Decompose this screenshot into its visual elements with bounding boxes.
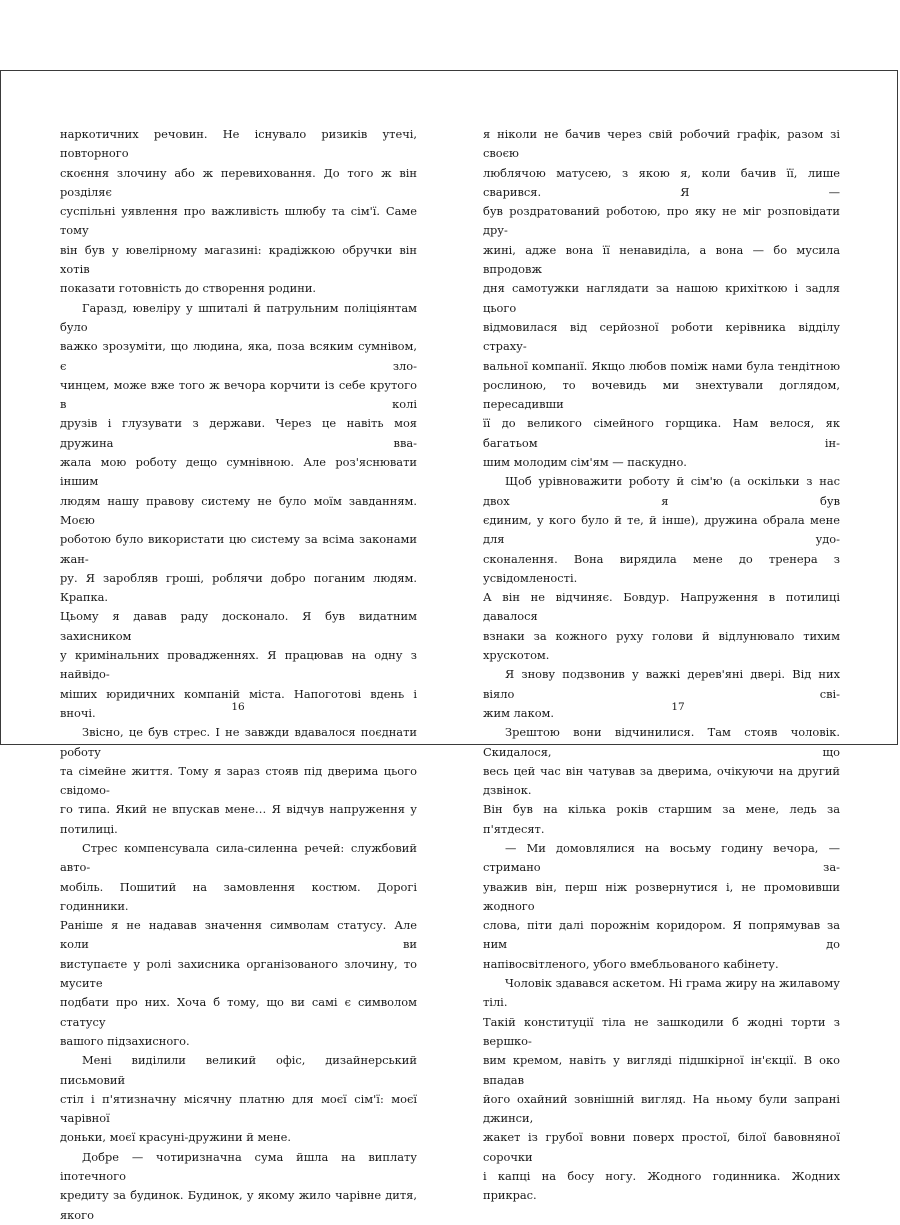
text-line: Мені виділили великий офіс, дизайнерський письмовий xyxy=(60,1053,417,1087)
text-line: Я знову подзвонив у важкі дерев'яні двері. Від них віяло сві- xyxy=(483,667,840,701)
text-line: доньки, моєї красуні-дружини й мене. xyxy=(60,1130,291,1145)
text-line: показати готовність до створення родини. xyxy=(60,281,317,296)
text-line: був роздратований роботою, про яку не міг розповідати дру- xyxy=(483,204,840,238)
text-line: Такій конституції тіла не зашкодили б жодні торти з вершко- xyxy=(483,1014,840,1048)
text-line: скоєння злочину або ж перевиховання. До того ж він розділяє xyxy=(60,165,417,199)
text-line: жим лаком. xyxy=(483,705,555,720)
text-line: Цьому я давав раду досконало. Я був видатним захисником xyxy=(60,609,417,643)
text-line: Він був на кілька років старшим за мене, ледь за п'ятдесят. xyxy=(483,802,840,836)
text-line: кредиту за будинок. Будинок, у якому жило чарівне дитя, якого xyxy=(60,1188,417,1222)
text-line: та сімейне життя. Тому я зараз стояв під дверима цього свідомо- xyxy=(60,763,417,798)
text-line: подбати про них. Хоча б тому, що ви самі є символом статусу xyxy=(60,995,417,1029)
text-line: взнаки за кожного руху голови й відлунювало тихим хрускотом. xyxy=(483,628,840,663)
text-line: сконалення. Вона вирядила мене до тренера з усвідомленості. xyxy=(483,551,840,585)
text-line: міших юридичних компаній міста. Напоготові вдень і вночі. xyxy=(60,686,417,720)
text-line: виступаєте у ролі захисника організованого злочину, то мусите xyxy=(60,956,417,991)
text-line: Раніше я не надавав значення символам статусу. Але коли ви xyxy=(60,918,417,952)
text-line: мобіль. Пошитий на замовлення костюм. Дорогі годинники. xyxy=(60,879,417,913)
text-line: жині, адже вона її ненавиділа, а вона — бо мусила впродовж xyxy=(483,242,840,277)
text-line: весь цей час він чатував за дверима, очікуючи на другий дзвінок. xyxy=(483,763,840,798)
text-line: друзів і глузувати з держави. Через це навіть моя дружина вва- xyxy=(60,416,417,450)
text-line: стіл і п'ятизначну місячну платню для моєї сім'ї: моєї чарівної xyxy=(60,1091,417,1126)
text-line: єдиним, у кого було й те, й інше), дружина обрала мене для удо- xyxy=(483,512,840,547)
right-page xyxy=(483,125,840,1206)
text-line: у кримінальних провадженнях. Я працював на одну з найвідо- xyxy=(60,648,417,682)
text-line: уважив він, перш ніж розвернутися і, не промовивши жодного xyxy=(483,879,840,913)
text-line: — Ми домовлялися на восьму годину вечора, — стримано за- xyxy=(483,840,840,875)
text-line: відмовилася від серйозної роботи керівника відділу страху- xyxy=(483,319,840,354)
text-line: суспільні уявлення про важливість шлюбу та сім'ї. Саме тому xyxy=(60,204,417,238)
text-line: я ніколи не бачив через свій робочий графік, разом зі своєю xyxy=(483,127,840,161)
text-line: роботою було використати цю систему за всіма законами жан- xyxy=(60,532,417,566)
text-line: вальної компанії. Якщо любов поміж нами була тендітною xyxy=(483,358,840,373)
text-line: Щоб урівноважити роботу й сім'ю (а оскільки з нас двох я був xyxy=(483,474,840,508)
text-line: рослиною, то вочевидь ми знехтували доглядом, пересадивши xyxy=(483,377,840,412)
text-line: важко зрозуміти, що людина, яка, поза всяким сумнівом, є зло- xyxy=(60,339,417,373)
text-line: він був у ювелірному магазині: крадіжкою обручки він хотів xyxy=(60,242,417,277)
text-line: жала мою роботу дещо сумнівною. Але роз'яснювати іншим xyxy=(60,455,417,489)
text-line: дня самотужки наглядати за нашою крихіткою і задля цього xyxy=(483,281,840,315)
text-line: го типа. Який не впускав мене… Я відчув напруження у потилиці. xyxy=(60,802,417,836)
text-line: А він не відчиняє. Бовдур. Напруження в потилиці давалося xyxy=(483,590,840,624)
text-line: чинцем, може вже того ж вечора корчити із себе крутого в колі xyxy=(60,377,417,412)
text-line: вашого підзахисного. xyxy=(60,1033,190,1048)
text-line: Добре — чотиризначна сума йшла на виплату іпотечного xyxy=(60,1149,417,1184)
text-line: і капці на босу ногу. Жодного годинника. Жодних прикрас. xyxy=(483,1169,840,1203)
left-page xyxy=(60,125,417,1225)
text-line: Чоловік здавався аскетом. Ні грама жиру на жилавому тілі. xyxy=(483,976,840,1010)
text-line: люблячою матусею, з якою я, коли бачив її, лише сварився. Я — xyxy=(483,165,840,199)
text-line: Гаразд, ювеліру у шпиталі й патрульним поліціянтам було xyxy=(60,300,417,334)
text-line: жакет із грубої вовни поверх простої, білої бавовняної сорочки xyxy=(483,1130,840,1164)
text-line: шим молодим сім'ям — паскудно. xyxy=(483,455,687,470)
page-number-right: 17 xyxy=(671,701,685,713)
text-line: Зрештою вони відчинилися. Там стояв чоловік. Скидалося, що xyxy=(483,725,840,759)
text-line: наркотичних речовин. Не існувало ризиків утечі, повторного xyxy=(60,127,417,161)
text-line: напівосвітленого, убого вмебльованого кабінету. xyxy=(483,956,779,971)
text-line: ру. Я заробляв гроші, роблячи добро поганим людям. Крапка. xyxy=(60,570,417,605)
text-line: вим кремом, навіть у вигляді підшкірної ін'єкції. В око впадав xyxy=(483,1053,840,1087)
page-number-left: 16 xyxy=(231,701,245,713)
book-spread xyxy=(0,70,898,1222)
text-line: Стрес компенсувала сила-силенна речей: службовий авто- xyxy=(60,840,417,875)
text-line: його охайний зовнішній вигляд. На ньому були запрані джинси, xyxy=(483,1091,840,1126)
text-line: її до великого сімейного горщика. Нам велося, як багатьом ін- xyxy=(483,416,840,450)
text-line: Звісно, це був стрес. І не завжди вдавалося поєднати роботу xyxy=(60,725,417,759)
text-line: слова, піти далі порожнім коридором. Я попрямував за ним до xyxy=(483,918,840,952)
text-line: людям нашу правову систему не було моїм завданням. Моєю xyxy=(60,493,417,527)
